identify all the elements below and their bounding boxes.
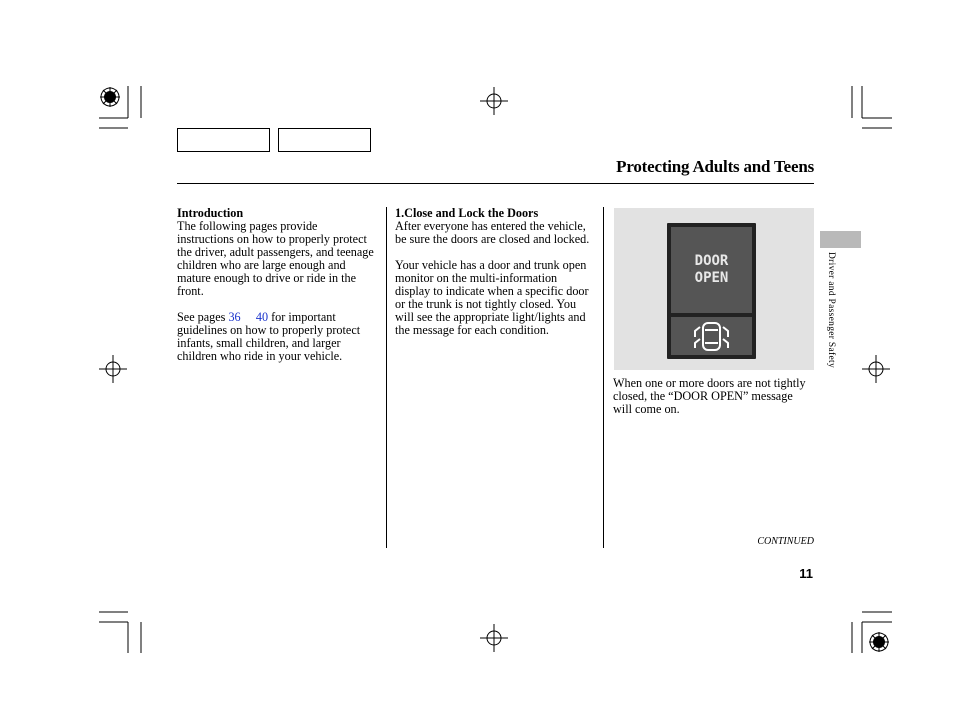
page-number: 11 xyxy=(799,566,813,581)
door-open-figure xyxy=(614,208,814,370)
section-side-tab xyxy=(820,231,861,248)
section-title: Protecting Adults and Teens xyxy=(616,157,814,176)
header-box-left xyxy=(177,128,270,152)
car-doors-open-icon xyxy=(671,317,752,355)
see-pages-guidelines-text: for important guidelines on how to properly protect infants, small children, and larger children who ride in your vehicle. xyxy=(177,310,361,363)
display-icon-area xyxy=(671,317,752,355)
introduction-paragraph: The following pages provide instructions on how to properly protect the driver, adult passengers, and teenage children who are large enough and mature enough to drive or ride in the front. xyxy=(177,219,374,298)
close-lock-paragraph: After everyone has entered the vehicle, be sure the doors are closed and locked. xyxy=(395,219,590,246)
see-pages-paragraph xyxy=(177,311,377,363)
column-close-lock-doors xyxy=(395,207,595,337)
page-link-36[interactable]: 36 xyxy=(228,310,241,324)
page-link-40[interactable]: 40 xyxy=(255,310,269,324)
display-text-door: DOOR xyxy=(694,253,729,269)
multi-information-display xyxy=(667,223,756,359)
header-box-right xyxy=(278,128,371,152)
see-pages-text: See pages xyxy=(177,310,229,324)
door-open-caption: When one or more doors are not tightly closed, the “DOOR OPEN” message will come on. xyxy=(613,376,806,416)
title-divider xyxy=(177,183,814,184)
column-divider-1 xyxy=(386,207,387,548)
continued-label: CONTINUED xyxy=(757,536,814,547)
display-message-area xyxy=(671,227,752,313)
introduction-heading: Introduction xyxy=(177,206,244,220)
door-monitor-paragraph: Your vehicle has a door and trunk open monitor on the multi-information display to indicate when a specific door or the trunk is not tightly closed. You will see the appropriate light/lights and the message for each condition. xyxy=(395,258,589,337)
figure-caption xyxy=(613,377,813,416)
display-text-open: OPEN xyxy=(694,270,729,286)
column-divider-2 xyxy=(603,207,604,548)
column-introduction xyxy=(177,207,377,363)
side-tab-label: Driver and Passenger Safety xyxy=(826,252,836,368)
close-lock-heading: 1.Close and Lock the Doors xyxy=(395,206,539,220)
